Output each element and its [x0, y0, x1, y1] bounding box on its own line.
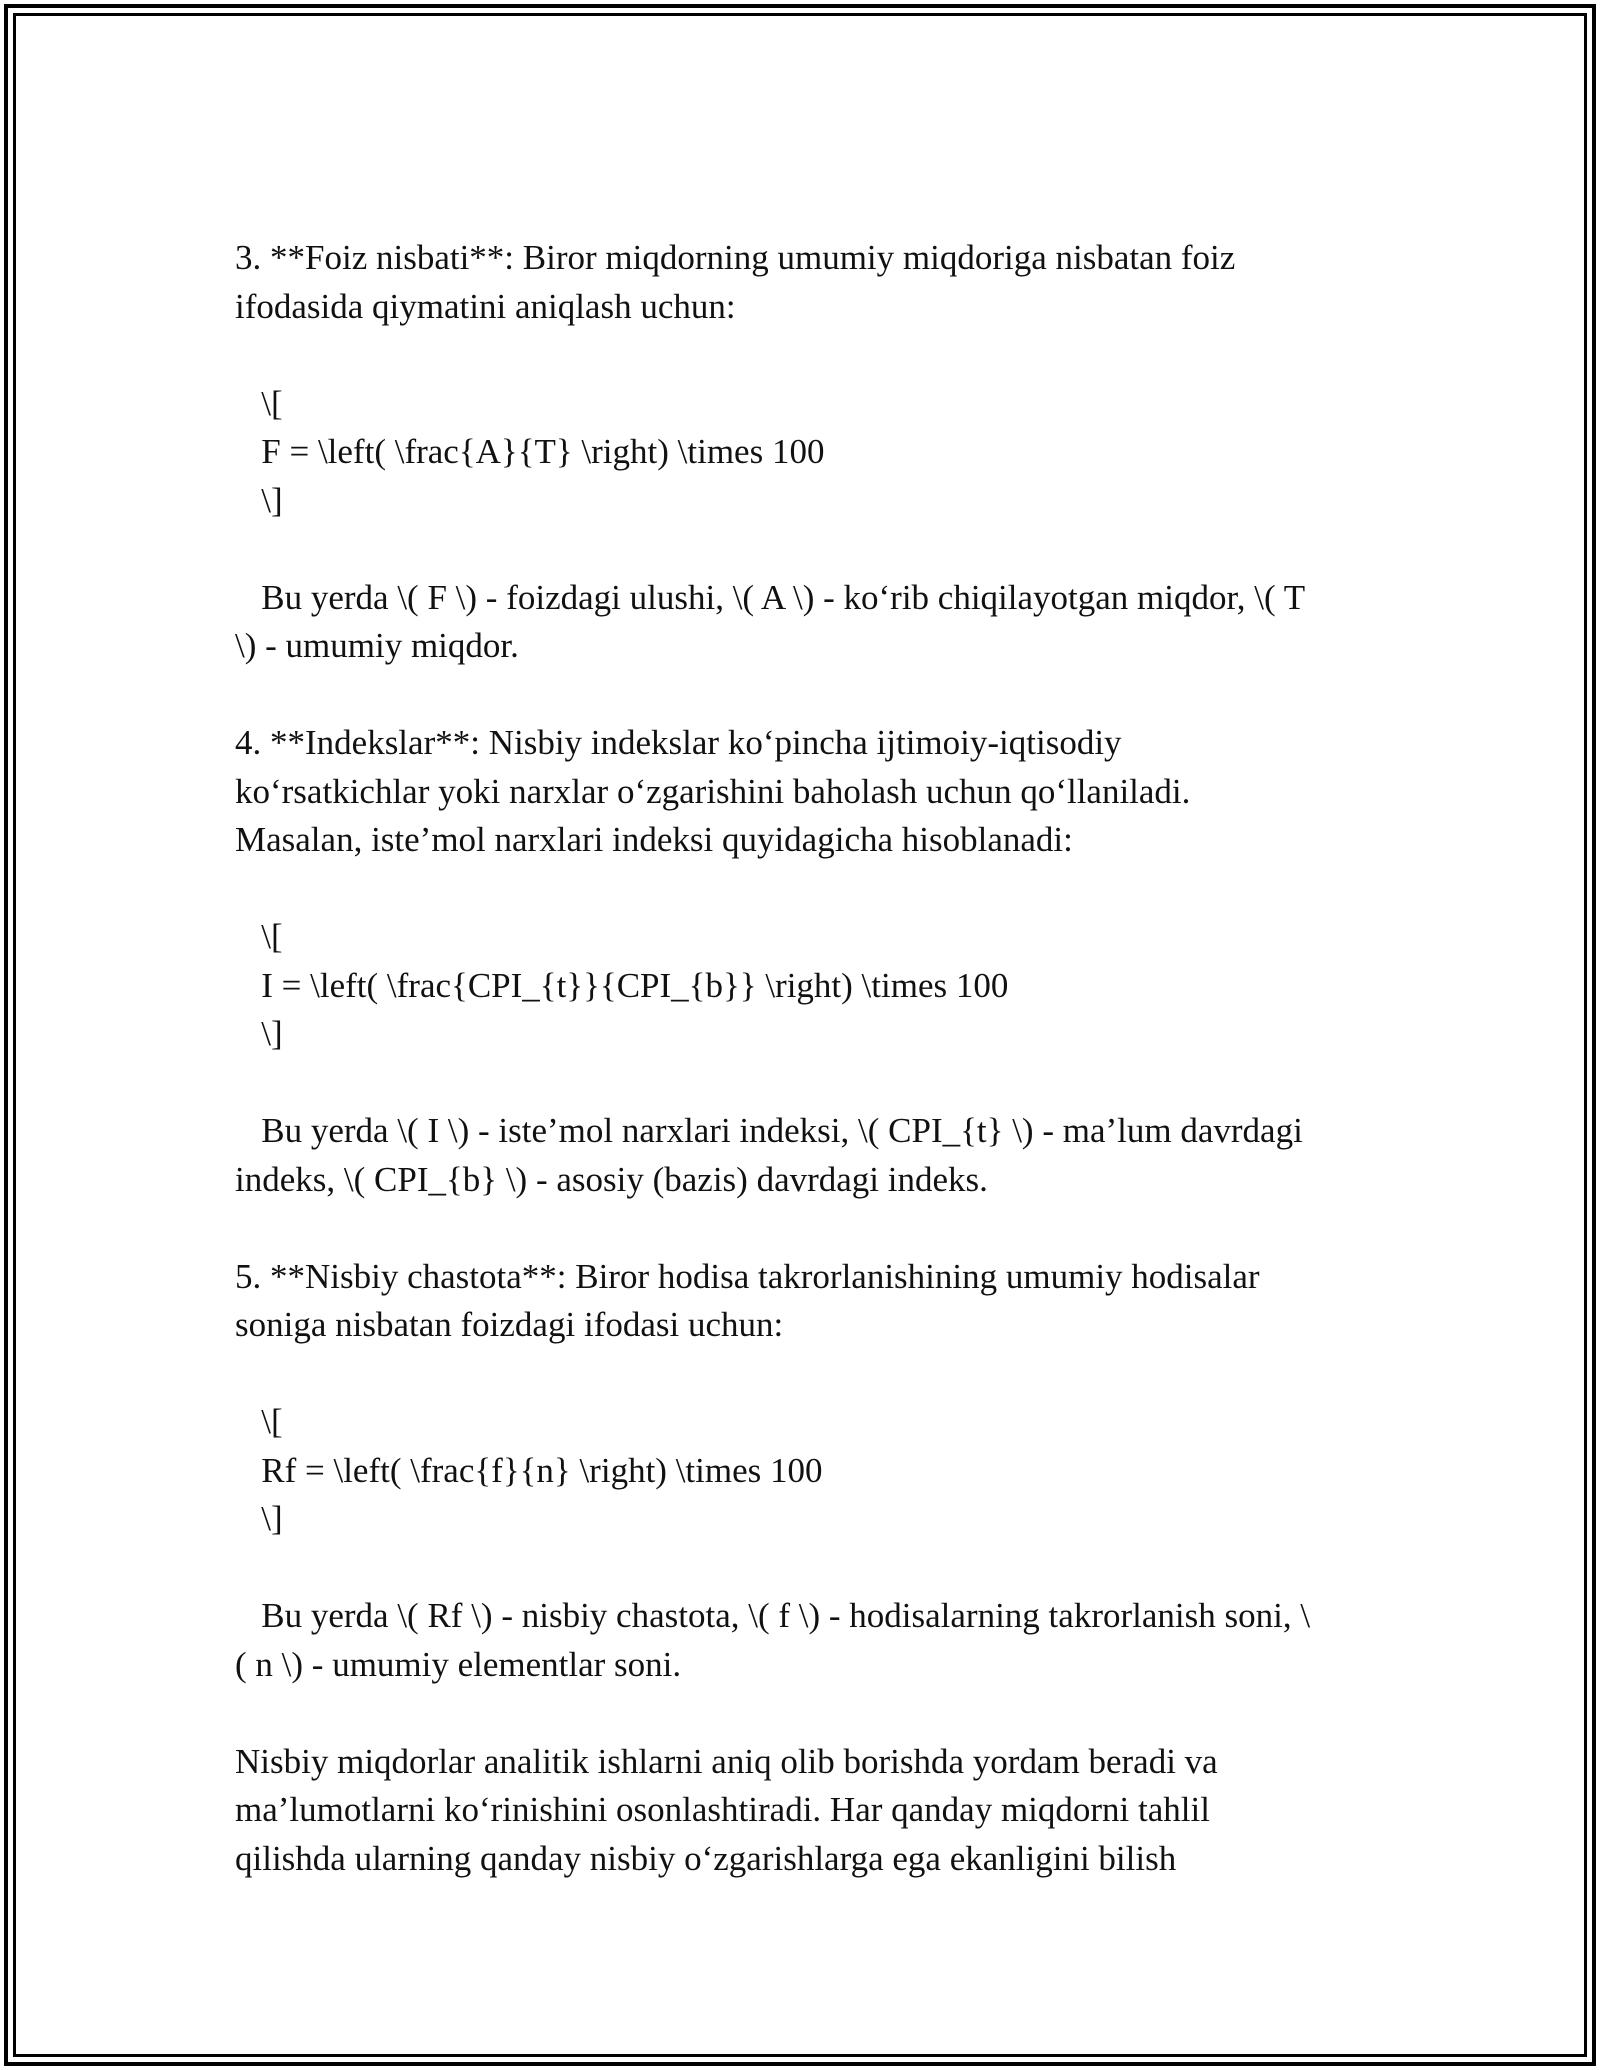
text-line: Bu yerda \( I \) - iste’mol narxlari indeksi, \( CPI_{t} \) - ma’lum davrdagi	[235, 1111, 1303, 1150]
formula-close: \]	[235, 480, 283, 520]
blank-line	[235, 1544, 1375, 1593]
formula-open: \[	[235, 917, 283, 956]
formula-foiz-nisbati: F = \left( \frac{A}{T} \right) \times 100	[235, 432, 825, 471]
formula-open: \[	[235, 383, 283, 423]
blank-line	[235, 331, 1375, 380]
formula-nisbiy-chastota: Rf = \left( \frac{f}{n} \right) \times 100	[235, 1450, 823, 1490]
document-body	[235, 234, 1375, 1883]
text-line: qilishda ularning qanday nisbiy o‘zgarishlarga ega ekanligini bilish	[235, 1838, 1177, 1878]
text-line: 3. **Foiz nisbati**: Biror miqdorning umumiy miqdoriga nisbatan foiz	[235, 238, 1236, 277]
text-line: Masalan, iste’mol narxlari indeksi quyidagicha hisoblanadi:	[235, 820, 1073, 859]
text-line: ko‘rsatkichlar yoki narxlar o‘zgarishini baholash uchun qo‘llaniladi.	[235, 771, 1191, 811]
blank-line	[235, 671, 1375, 720]
text-line: Bu yerda \( Rf \) - nisbiy chastota, \( f \) - hodisalarning takrorlanish soni, \	[235, 1596, 1311, 1635]
blank-line	[235, 1059, 1375, 1108]
formula-close: \]	[235, 1499, 283, 1538]
blank-line	[235, 1350, 1375, 1399]
text-line: ma’lumotlarni ko‘rinishini osonlashtiradi. Har qanday miqdorni tahlil	[235, 1790, 1210, 1829]
text-line: ifodasida qiymatini aniqlash uchun:	[235, 286, 736, 326]
blank-line	[235, 865, 1375, 914]
formula-close: \]	[235, 1014, 283, 1053]
formula-indeks: I = \left( \frac{CPI_{t}}{CPI_{b}} \right) \times 100	[235, 965, 1009, 1005]
text-line: 5. **Nisbiy chastota**: Biror hodisa takrorlanishining umumiy hodisalar	[235, 1256, 1260, 1296]
text-line: \) - umumiy miqdor.	[235, 626, 519, 665]
text-line: soniga nisbatan foizdagi ifodasi uchun:	[235, 1305, 784, 1344]
formula-open: \[	[235, 1402, 283, 1441]
text-line: indeks, \( CPI_{b} \) - asosiy (bazis) davrdagi indeks.	[235, 1159, 988, 1199]
blank-line	[235, 1204, 1375, 1253]
blank-line	[235, 1689, 1375, 1738]
text-line: 4. **Indekslar**: Nisbiy indekslar ko‘pincha ijtimoiy-iqtisodiy	[235, 723, 1122, 762]
blank-line	[235, 525, 1375, 574]
text-line: Bu yerda \( F \) - foizdagi ulushi, \( A \) - ko‘rib chiqilayotgan miqdor, \( T	[235, 577, 1306, 617]
text-line: Nisbiy miqdorlar analitik ishlarni aniq olib borishda yordam beradi va	[235, 1741, 1218, 1781]
text-line: ( n \) - umumiy elementlar soni.	[235, 1644, 682, 1684]
